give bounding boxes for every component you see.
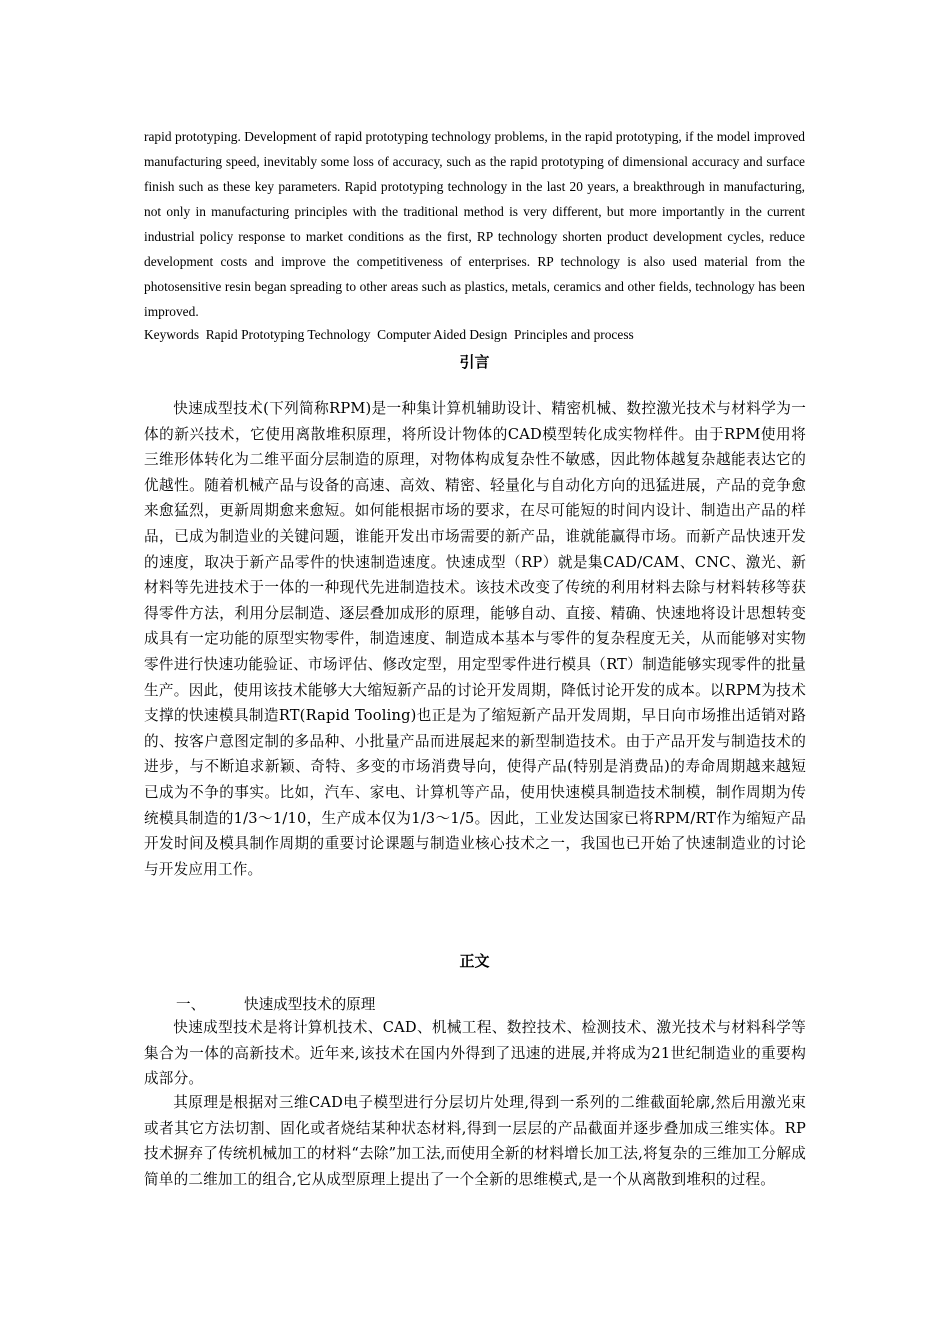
section-1-paragraph-2: 其原理是根据对三维CAD电子模型进行分层切片处理,得到一系列的二维截面轮廓,然后用激光束或者其它方法切割、固化或者烧结某种状态材料,得到一层层的产品截面并逐步叠加成三维实体。RP技术摒弃了传统机械加工的材料“去除”加工法,而使用全新的材料增长加工法,将复杂的三维加工分解成简单的二维加工的组合,它从成型原理上提出了一个全新的思维模式,是一个从离散到堆积的过程。: [144, 1094, 806, 1188]
english-keywords-line: Keywords Rapid Prototyping Technology Computer Aided Design Principles and process: [144, 327, 634, 342]
introduction-paragraph: 快速成型技术(下列简称RPM)是一种集计算机辅助设计、精密机械、数控激光技术与材料学为一体的新兴技术，它使用离散堆积原理，将所设计物体的CAD模型转化成实物样件。由于RPM使用将三维形体转化为二维平面分层制造的原理，对物体构成复杂性不敏感，因此物体越复杂越能表达它的优越性。随着机械产品与设备的高速、高效、精密、轻量化与自动化方向的迅猛进展，产品的竞争愈来愈猛烈，更新周期愈来愈短。如何能根据市场的要求，在尽可能短的时间内设计、制造出产品的样品，已成为制造业的关键问题，谁能开发出市场需要的新产品，谁就能赢得市场。而新产品快速开发的速度，取决于新产品零件的快速制造速度。快速成型（RP）就是集CAD/CAM、CNC、激光、新材料等先进技术于一体的一种现代先进制造技术。该技术改变了传统的利用材料去除与材料转移等获得零件方法，利用分层制造、逐层叠加成形的原理，能够自动、直接、精确、快速地将设计思想转变成具有一定功能的原型实物零件，制造速度、制造成本基本与零件的复杂程度无关，从而能够对实物零件进行快速功能验证、市场评估、修改定型，用定型零件进行模具（RT）制造能够实现零件的批量生产。因此，使用该技术能够大大缩短新产品的讨论开发周期，降低讨论开发的成本。以RPM为技术支撑的快速模具制造RT(Rapid Tooling)也正是为了缩短新产品开发周期，早日向市场推出适销对路的、按客户意图定制的多品种、小批量产品而进展起来的新型制造技术。由于产品开发与制造技术的进步，与不断追求新颖、奇特、多变的市场消费导向，使得产品(特别是消费品)的寿命周期越来越短已成为不争的事实。比如，汽车、家电、计算机等产品，使用快速模具制造技术制模，制作周期为传统模具制造的1/3～1/10，生产成本仅为1/3～1/5。因此，工业发达国家已将RPM/RT作为缩短产品开发时间及模具制作周期的重要讨论课题与制造业核心技术之一，我国也已开始了快速制造业的讨论与开发应用工作。: [144, 400, 806, 878]
introduction-heading: 引言: [459, 353, 490, 371]
main-text-heading: 正文: [459, 952, 490, 970]
section-1-paragraph-1: 快速成型技术是将计算机技术、CAD、机械工程、数控技术、检测技术、激光技术与材料科学等集合为一体的高新技术。近年来,该技术在国内外得到了迅速的进展,并将成为21世纪制造业的重要构成部分。: [144, 1019, 806, 1088]
section-1-number: 一、: [176, 996, 206, 1013]
section-1-title: [176, 994, 375, 1016]
english-abstract-paragraph: rapid prototyping. Development of rapid prototyping technology problems, in the rapid prototyping, if the model improved manufacturing speed, inevitably some loss of accuracy, such as the rapid prototyping of dimensional accuracy and surface finish such as these key parameters. Rapid prototyping technology in the last 20 years, a breakthrough in manufacturing, not only in manufacturing principles with the traditional method is very different, but more importantly in the current industrial policy response to market conditions as the first, RP technology shorten product development cycles, reduce development costs and improve the competitiveness of enterprises. RP technology is also used material from the photosensitive resin began spreading to other areas such as plastics, metals, ceramics and other fields, technology has been improved.: [144, 129, 805, 319]
section-1-title-text: 快速成型技术的原理: [244, 996, 376, 1013]
